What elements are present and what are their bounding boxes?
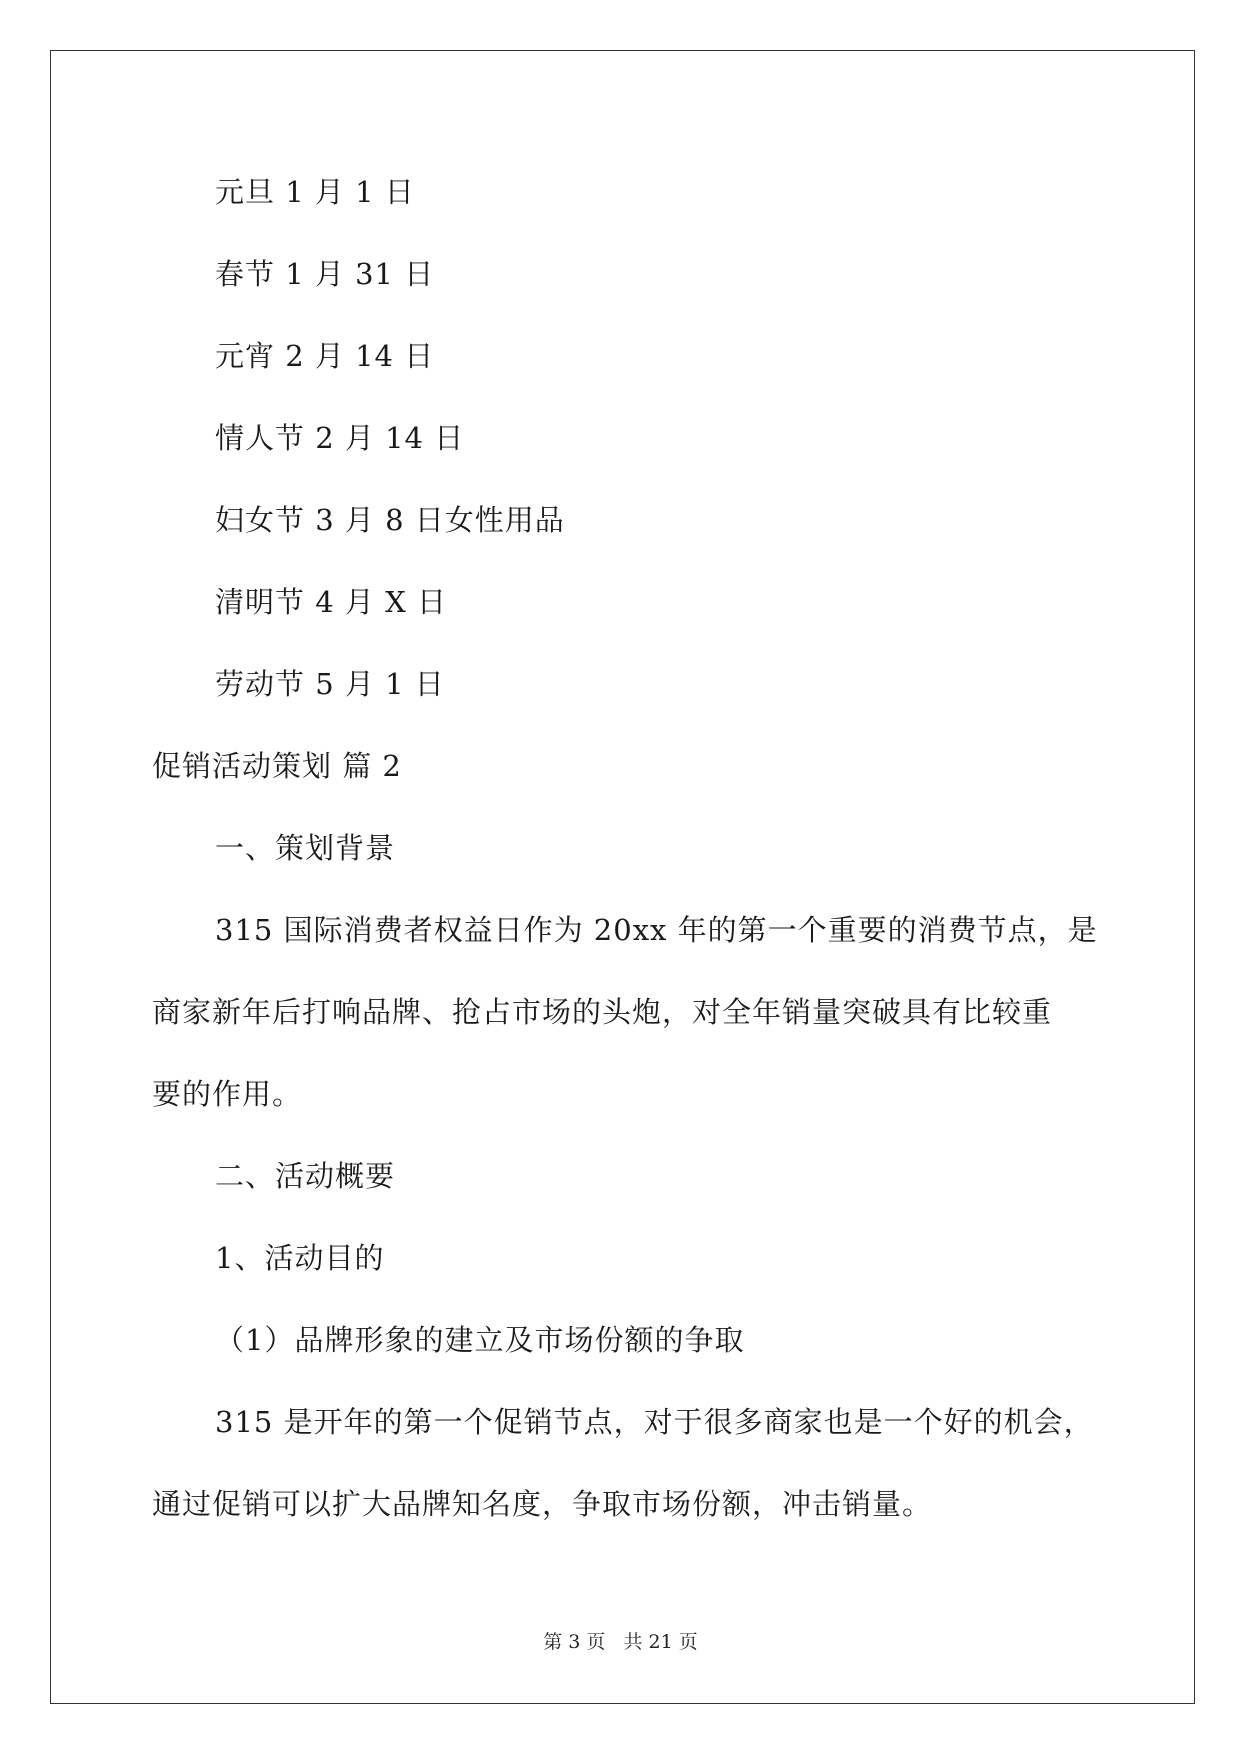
holiday-line: 清明节 4 月 X 日 [215,585,447,619]
section-title: 促销活动策划 篇 2 [152,749,402,783]
holiday-line: 妇女节 3 月 8 日女性用品 [215,503,565,537]
holiday-line: 劳动节 5 月 1 日 [215,667,445,701]
subheading-purpose: 1、活动目的 [215,1241,385,1275]
paragraph-line: 商家新年后打响品牌、抢占市场的头炮，对全年销量突破具有比较重 [152,995,1053,1029]
page-number-footer: 第 3 页 共 21 页 [543,1631,698,1653]
page-frame [50,50,1195,1704]
holiday-line: 元旦 1 月 1 日 [215,175,415,209]
heading-background: 一、策划背景 [215,831,396,865]
paragraph-line: 315 国际消费者权益日作为 20xx 年的第一个重要的消费节点，是 [215,913,1098,947]
paragraph-line: 315 是开年的第一个促销节点，对于很多商家也是一个好的机会， [215,1405,1094,1439]
paragraph-line: 要的作用。 [152,1077,303,1111]
holiday-line: 情人节 2 月 14 日 [215,421,465,455]
holiday-line: 元宵 2 月 14 日 [215,339,435,373]
heading-overview: 二、活动概要 [215,1159,396,1193]
paragraph-line: 通过促销可以扩大品牌知名度，争取市场份额，冲击销量。 [152,1487,933,1521]
subheading-brand: （1）品牌形象的建立及市场份额的争取 [215,1323,745,1357]
holiday-line: 春节 1 月 31 日 [215,257,435,291]
